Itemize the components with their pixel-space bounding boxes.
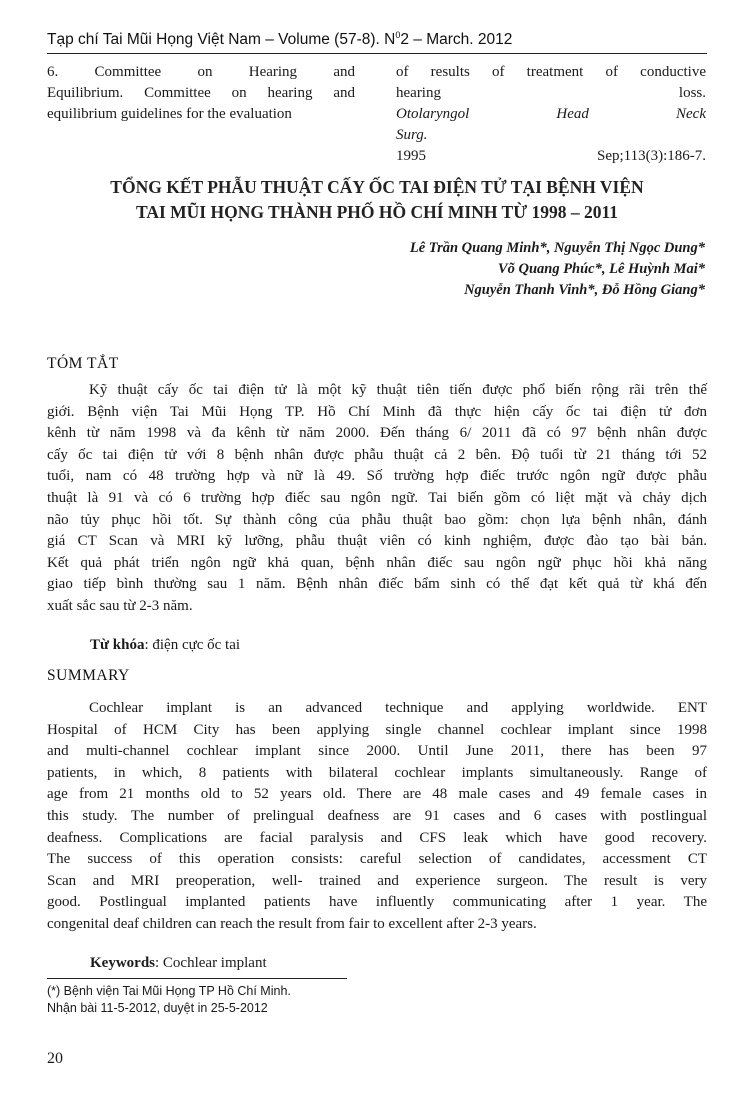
reference-line: 6. Committee on Hearing and [47, 64, 355, 80]
keywords-label: Từ khóa [90, 637, 145, 653]
paragraph-line: não tủy phục hồi tốt. Sự thành công của phẫu thuật bao gồm: chọn lựa bệnh nhân, đánh [47, 511, 707, 528]
running-header-superscript: 0 [395, 30, 401, 40]
title-line: TỔNG KẾT PHẪU THUẬT CẤY ỐC TAI ĐIỆN TỬ TẠI BỆNH VIỆN [110, 177, 644, 197]
reference-line [396, 125, 706, 167]
title-line: TAI MŨI HỌNG THÀNH PHỐ HỒ CHÍ MINH TỪ 1998 – 2011 [135, 202, 619, 222]
paragraph-line: thuật là 91 và có 6 trường hợp điếc sau ngôn ngữ. Tai biến gồm có liệt mặt và chảy dịch [47, 489, 707, 506]
summary-heading: SUMMARY [47, 667, 130, 684]
paragraph-line: Kết quả phát triển ngôn ngữ khả quan, bệnh nhân điếc sau ngôn ngữ phục hồi khả năng [47, 554, 707, 571]
footnote-affiliation: (*) Bệnh viện Tai Mũi Họng TP Hồ Chí Minh. [47, 984, 291, 998]
paragraph-line: Cochlear implant is an advanced technique and applying worldwide. ENT [89, 700, 707, 716]
reference-journal-name: Otolaryngol Head Neck [396, 106, 706, 122]
paragraph-line: Scan and MRI preoperation, well- trained and experience surgeon. The result is very [47, 872, 707, 889]
footnote-rule [47, 978, 347, 979]
paragraph-line: The success of this operation consists: careful selection of candidates, accessment CT [47, 851, 707, 868]
reference-text: 1995 Sep;113(3):186-7. [396, 148, 706, 164]
running-header-text-after: 2 – March. 2012 [400, 31, 513, 49]
paragraph-line: patients, in which, 8 patients with bilateral cochlear implants simultaneously. Range of [47, 764, 707, 781]
paragraph-line: good. Postlingual implanted patients have influently communicating after 1 year. The [47, 894, 707, 911]
paragraph-line: Kỹ thuật cấy ốc tai điện tử là một kỹ thuật tiên tiến được phổ biến rộng rãi trên thế [89, 382, 707, 398]
reference-continuation-left [47, 62, 355, 125]
footnote-dates: Nhận bài 11-5-2012, duyệt in 25-5-2012 [47, 1001, 268, 1015]
paragraph-line: this study. The number of prelingual deafness are 91 cases and 6 cases with postlingual [47, 807, 707, 824]
paragraph-line: xuất sắc sau từ 2-3 năm. [47, 597, 193, 614]
keywords-value: : Cochlear implant [155, 955, 267, 971]
paragraph-line: tuổi, nam có 48 trường hợp và nữ là 49. Số trường hợp điếc trước ngôn ngữ được phẫu [47, 468, 707, 485]
footnote [47, 978, 707, 1017]
reference-line: Equilibrium. Committee on hearing and [47, 85, 355, 101]
author-line: Lê Trần Quang Minh*, Nguyễn Thị Ngọc Dung* [409, 240, 705, 256]
paragraph-line: deafness. Complications are facial paralysis and CFS leak which have good recovery. [47, 829, 707, 846]
reference-line [396, 83, 706, 125]
reference-continuation-right [396, 62, 706, 167]
vietnamese-keywords [90, 637, 240, 654]
running-header-text: Tạp chí Tai Mũi Họng Việt Nam – Volume (57-8). N [47, 31, 396, 49]
paragraph-line: and multi-channel cochlear implant since 2000. Until June 2011, there has been 97 [47, 743, 707, 760]
author-list [285, 238, 705, 301]
article-title [47, 175, 707, 225]
tom-tat-paragraph [47, 380, 707, 618]
paragraph-line: age from 21 months old to 52 years old. There are 48 male cases and 49 female cases in [47, 786, 707, 803]
paragraph-line: congenital deaf children can reach the result from fair to excellent after 2-3 years. [47, 915, 537, 932]
reference-line: equilibrium guidelines for the evaluation [47, 106, 292, 122]
paragraph-line: giới. Bệnh viện Tai Mũi Họng TP. Hồ Chí Minh đã thực hiện cấy ốc tai điện tử đơn [47, 403, 707, 420]
paragraph-line: Hospital of HCM City has been applying single channel cochlear implant since 1998 [47, 721, 707, 738]
author-line: Nguyễn Thanh Vinh*, Đỗ Hồng Giang* [464, 282, 705, 298]
tom-tat-heading: TÓM TẮT [47, 355, 119, 372]
english-keywords [90, 955, 267, 972]
reference-text: hearing loss. [396, 85, 706, 101]
summary-paragraph [47, 698, 707, 936]
author-line: Võ Quang Phúc*, Lê Huỳnh Mai* [497, 261, 705, 277]
running-header [47, 30, 707, 54]
reference-journal-name: Surg. [396, 127, 428, 143]
reference-line: of results of treatment of conductive [396, 64, 706, 80]
paragraph-line: cấy ốc tai điện tử với 8 bệnh nhân được phẫu thuật cả 2 bên. Độ tuổi từ 21 tháng tới 52 [47, 446, 707, 463]
keywords-value: : điện cực ốc tai [144, 637, 241, 653]
page-number: 20 [47, 1050, 63, 1067]
keywords-label: Keywords [90, 955, 155, 971]
paragraph-line: giao tiếp bình thường sau 1 năm. Bệnh nhân điếc bẩm sinh có thể đạt kết quả từ khá đến [47, 576, 707, 593]
paragraph-line: giá CT Scan và MRI kỹ lưỡng, phẫu thuật viên có kinh nghiệm, được đào tạo bài bản. [47, 533, 707, 550]
paragraph-line: kênh từ năm 1998 và đa kênh từ năm 2000. Đến tháng 6/ 2011 đã có 97 bệnh nhân được [47, 425, 707, 442]
